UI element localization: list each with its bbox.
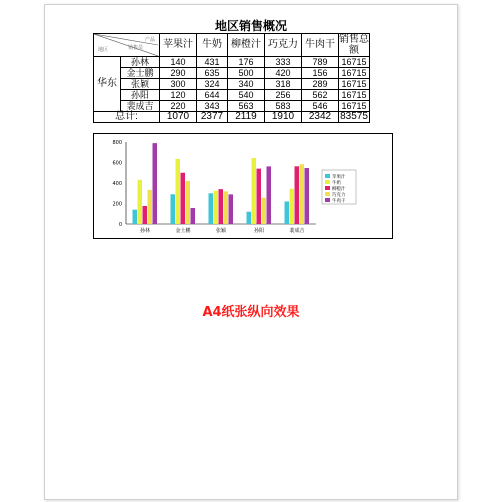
y-tick-label: 400 (112, 181, 122, 187)
total-label: 总计: (94, 112, 160, 123)
value-cell: 431 (197, 57, 228, 68)
total-cell: 2119 (228, 112, 265, 123)
seller-cell: 孙阳 (121, 90, 160, 101)
value-cell: 563 (228, 101, 265, 112)
value-cell: 546 (302, 101, 339, 112)
value-cell: 176 (228, 57, 265, 68)
x-tick-label: 裴成吉 (289, 228, 305, 234)
y-tick-label: 800 (112, 140, 122, 146)
bar (300, 164, 305, 224)
table-row (94, 57, 370, 68)
sales-chart (93, 133, 393, 239)
value-cell: 789 (302, 57, 339, 68)
bar (262, 198, 267, 224)
total-cell: 2377 (197, 112, 228, 123)
bar (181, 173, 186, 224)
table-row (94, 101, 370, 112)
bar (267, 166, 272, 224)
legend-label: 牛奶 (332, 181, 341, 186)
y-tick-label: 0 (118, 222, 122, 228)
value-cell: 324 (197, 79, 228, 90)
bar (143, 206, 148, 224)
value-cell: 500 (228, 68, 265, 79)
bar (209, 193, 214, 224)
header-cell: 柳橙汁 (228, 34, 265, 57)
total-cell: 2342 (302, 112, 339, 123)
a4-page-preview (44, 4, 458, 500)
header-cell: 巧克力 (265, 34, 302, 57)
legend-label: 牛肉干 (332, 199, 346, 204)
legend-label: 苹果汁 (332, 175, 346, 180)
table-row (94, 90, 370, 101)
value-cell: 300 (160, 79, 197, 90)
header-cell-total: 销售总额 (339, 34, 369, 56)
bar (305, 168, 310, 224)
legend-swatch (325, 186, 330, 190)
bar (191, 208, 196, 224)
value-cell: 16715 (339, 57, 370, 68)
total-cell: 1910 (265, 112, 302, 123)
value-cell: 256 (265, 90, 302, 101)
bar (252, 158, 257, 224)
bar-chart-svg (94, 134, 392, 238)
value-cell: 16715 (339, 79, 370, 90)
x-tick-label: 孙阳 (253, 228, 265, 234)
value-cell: 16715 (339, 90, 370, 101)
table-row (94, 79, 370, 90)
value-cell: 540 (228, 90, 265, 101)
seller-cell: 张颖 (121, 79, 160, 90)
bar (176, 159, 181, 224)
bar (153, 143, 158, 224)
value-cell: 140 (160, 57, 197, 68)
legend-label: 柳橙汁 (332, 187, 346, 192)
corner-label-region: 地区 (98, 47, 109, 53)
value-cell: 120 (160, 90, 197, 101)
y-tick-label: 600 (112, 160, 122, 167)
header-cell: 牛肉干 (302, 34, 339, 57)
value-cell: 340 (228, 79, 265, 90)
y-tick-label: 200 (112, 201, 122, 208)
corner-label-seller: 销售员 (127, 45, 143, 51)
value-cell: 562 (302, 90, 339, 101)
bar (214, 191, 219, 224)
seller-cell: 金士鹏 (121, 68, 160, 79)
value-cell: 220 (160, 101, 197, 112)
value-cell: 318 (265, 79, 302, 90)
bar (290, 189, 295, 224)
legend-swatch (325, 198, 330, 202)
sales-table (93, 33, 370, 123)
legend-label: 巧克力 (332, 193, 346, 198)
bar (247, 212, 252, 224)
header-cell: 牛奶 (197, 34, 228, 57)
total-row (94, 112, 370, 123)
value-cell: 583 (265, 101, 302, 112)
bar (285, 201, 290, 224)
x-tick-label: 张颖 (215, 228, 227, 234)
value-cell: 16715 (339, 68, 370, 79)
seller-cell: 裴成吉 (121, 101, 160, 112)
bar (219, 189, 224, 224)
table-row (94, 68, 370, 79)
orientation-caption: A4纸张纵向效果 (202, 305, 300, 320)
value-cell: 16715 (339, 101, 370, 112)
bar (295, 166, 300, 224)
value-cell: 289 (302, 79, 339, 90)
region-cell: 华东 (94, 57, 121, 112)
value-cell: 333 (265, 57, 302, 68)
table-header-row (94, 34, 370, 57)
bar (257, 169, 262, 224)
value-cell: 420 (265, 68, 302, 79)
x-tick-label: 孙林 (139, 228, 151, 234)
total-cell: 1070 (160, 112, 197, 123)
value-cell: 644 (197, 90, 228, 101)
report-title: 地区销售概况 (214, 19, 287, 33)
legend-swatch (325, 192, 330, 196)
total-cell: 83575 (340, 111, 368, 122)
bar (148, 190, 153, 224)
bar (186, 181, 191, 224)
bar (224, 191, 229, 224)
corner-label-product: 产品 (144, 37, 155, 43)
value-cell: 635 (197, 68, 228, 79)
bar (138, 180, 143, 224)
value-cell: 290 (160, 68, 197, 79)
legend-swatch (325, 174, 330, 178)
corner-header-cell (94, 34, 160, 57)
header-cell: 苹果汁 (160, 34, 197, 57)
bar (171, 194, 176, 224)
x-tick-label: 金士鹏 (175, 228, 191, 234)
value-cell: 343 (197, 101, 228, 112)
seller-cell: 孙林 (121, 57, 160, 68)
bar (133, 210, 138, 224)
bar (229, 194, 234, 224)
legend-swatch (325, 180, 330, 184)
value-cell: 156 (302, 68, 339, 79)
